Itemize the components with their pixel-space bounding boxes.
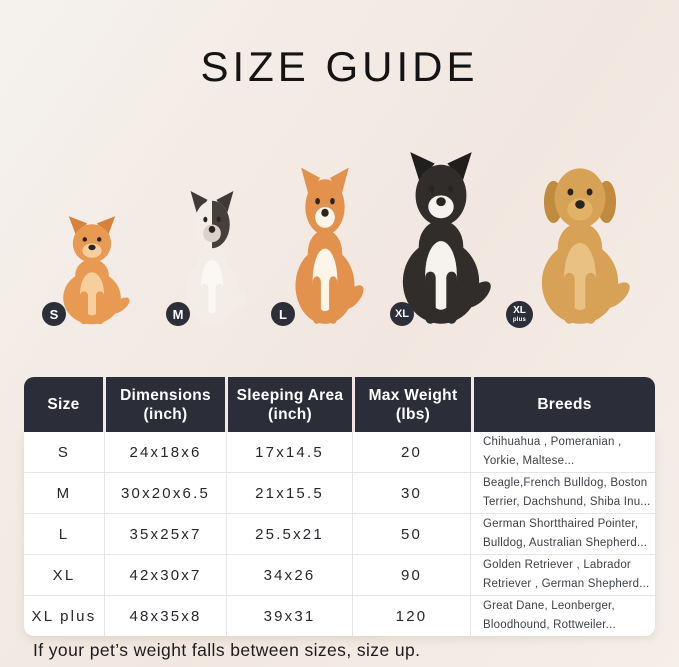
cell-breeds	[471, 555, 655, 595]
cell-breeds	[471, 514, 655, 554]
table-row-xl	[24, 554, 655, 595]
cell-max-weight: 30	[353, 473, 471, 513]
cell-max-weight: 120	[353, 596, 471, 636]
column-header-sleeping-area	[228, 377, 352, 432]
header-label: Dimensions	[120, 386, 211, 404]
breeds-line: Bloodhound, Rottweiler...	[483, 619, 616, 631]
breeds-line: Yorkie, Maltese...	[483, 455, 575, 467]
cell-sleeping-area: 34x26	[227, 555, 353, 595]
sizing-advice-note: If your pet’s weight falls between sizes, size up.	[33, 640, 421, 660]
column-header-dimensions	[106, 377, 225, 432]
cell-sleeping-area: 39x31	[227, 596, 353, 636]
cell-max-weight: 90	[353, 555, 471, 595]
cell-breeds	[471, 432, 655, 472]
breeds-line: Terrier, Dachshund, Shiba Inu...	[483, 496, 651, 508]
breeds-line: Chihuahua , Pomeranian ,	[483, 436, 622, 448]
cell-dimensions: 48x35x8	[105, 596, 227, 636]
breeds-line: Great Dane, Leonberger,	[483, 600, 615, 612]
header-sublabel: (inch)	[268, 405, 312, 423]
cell-dimensions: 42x30x7	[105, 555, 227, 595]
column-header-breeds	[474, 377, 655, 432]
cell-breeds	[471, 596, 655, 636]
column-header-size	[24, 377, 103, 432]
size-badge-label: M	[172, 306, 184, 322]
table-header-row	[24, 377, 655, 432]
size-badge-label: XL	[394, 307, 410, 320]
cell-max-weight: 50	[353, 514, 471, 554]
cell-max-weight: 20	[353, 432, 471, 472]
breeds-line: Golden Retriever , Labrador	[483, 559, 631, 571]
cell-size: XL	[24, 555, 105, 595]
header-sublabel: (inch)	[143, 405, 188, 423]
breeds-line: Bulldog, Australian Shepherd...	[483, 537, 648, 549]
header-label: Size	[47, 396, 80, 413]
header-label: Max Weight	[368, 386, 458, 404]
golden-retriever-illustration	[527, 151, 633, 325]
size-badge-s	[42, 302, 66, 326]
cell-sleeping-area: 25.5x21	[227, 514, 353, 554]
column-header-max-weight	[355, 377, 471, 432]
cell-sleeping-area: 21x15.5	[227, 473, 353, 513]
size-guide-table	[24, 377, 655, 636]
table-row-xl-plus	[24, 595, 655, 636]
table-row-s	[24, 432, 655, 472]
size-badge-l	[271, 302, 295, 326]
size-badge-label: L	[279, 306, 287, 322]
page-title: SIZE GUIDE	[200, 43, 479, 90]
cell-dimensions: 24x18x6	[105, 432, 227, 472]
size-badge-sublabel: plus	[512, 317, 527, 323]
cell-size: M	[24, 473, 105, 513]
shiba-inu-illustration	[284, 163, 366, 325]
table-body	[24, 432, 655, 636]
size-badge-xl-plus	[506, 301, 533, 328]
cell-size: XL plus	[24, 596, 105, 636]
cell-breeds	[471, 473, 655, 513]
table-row-l	[24, 513, 655, 554]
cell-sleeping-area: 17x14.5	[227, 432, 353, 472]
table-row-m	[24, 472, 655, 513]
border-collie-illustration	[388, 147, 494, 325]
size-badge-xl	[390, 302, 414, 326]
size-badge-label: S	[49, 306, 59, 322]
header-label: Breeds	[537, 396, 592, 413]
size-badge-m	[166, 302, 190, 326]
cell-dimensions: 35x25x7	[105, 514, 227, 554]
breeds-line: Beagle,French Bulldog, Boston	[483, 477, 648, 489]
header-label: Sleeping Area	[236, 386, 344, 404]
breeds-line: German Shortthaired Pointer,	[483, 518, 639, 530]
cell-size: L	[24, 514, 105, 554]
header-sublabel: (lbs)	[395, 405, 431, 423]
cell-size: S	[24, 432, 105, 472]
cell-dimensions: 30x20x6.5	[105, 473, 227, 513]
size-badge-label: XL	[513, 305, 526, 316]
breeds-line: Retriever , German Shepherd...	[483, 578, 650, 590]
